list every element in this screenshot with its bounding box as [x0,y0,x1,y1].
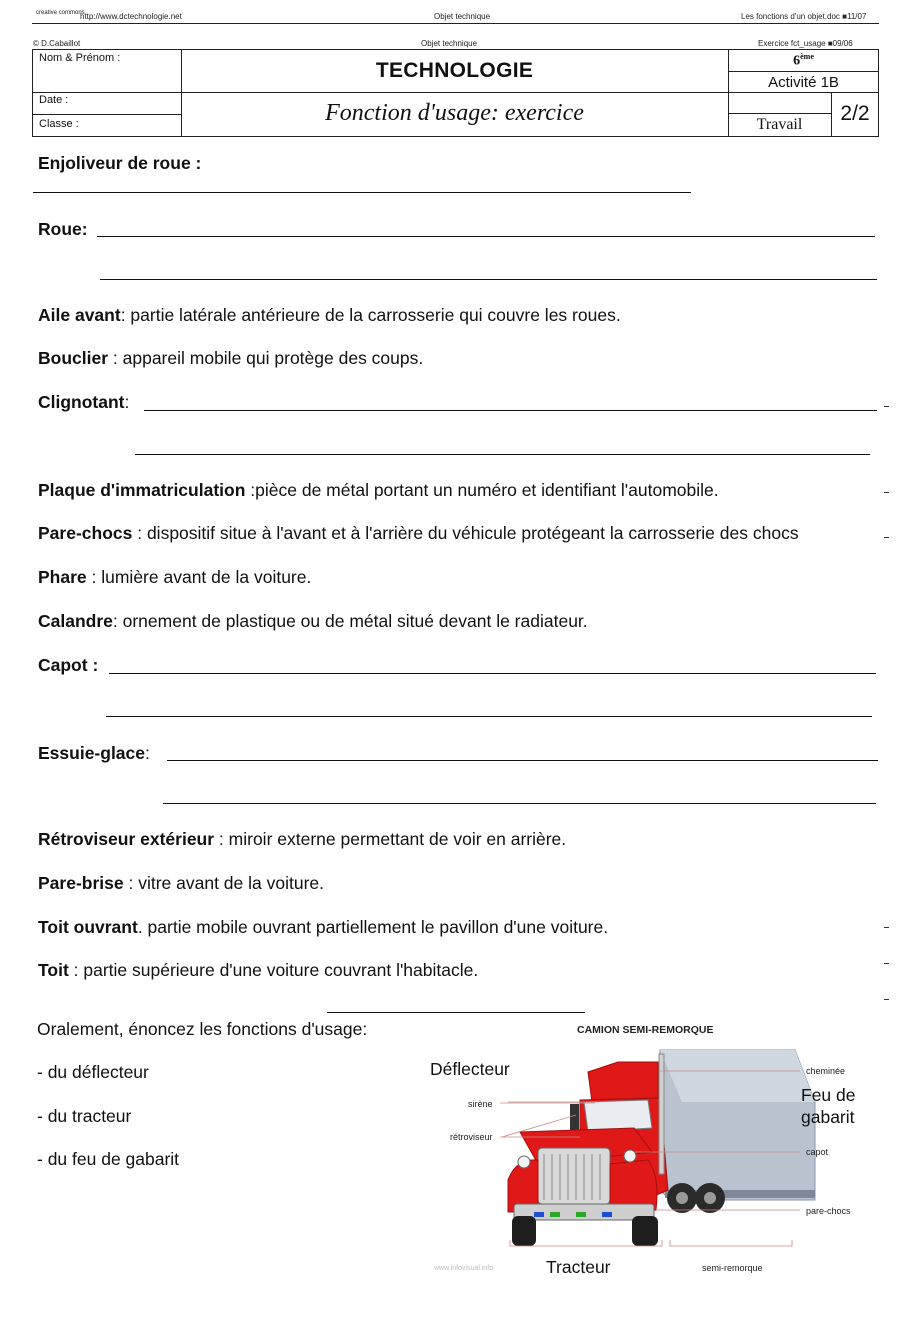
oral-question-tracteur: - du tracteur [37,1106,132,1126]
oral-question-feu: - du feu de gabarit [37,1149,180,1169]
topbar-rule [32,23,879,24]
answer-line[interactable] [163,803,876,804]
item-capot [38,655,98,676]
item-calandre [38,611,588,632]
item-sep: : [86,567,102,587]
class-label: Classe : [39,118,79,130]
label-gabarit: gabarit [801,1107,855,1127]
item-sep: : [112,611,123,631]
item-clignotant [38,392,129,413]
item-essuie-glace [38,743,150,764]
item-def: miroir externe permettant de voir en arrière. [228,829,567,849]
level-suffix: ème [800,52,814,61]
item-toit [38,960,478,981]
item-pare-brise [38,873,324,894]
item-pare-chocs [38,523,799,544]
item-term: Calandre [38,611,113,631]
item-bouclier [38,348,423,369]
label-cheminee: cheminée [806,1066,846,1076]
figure-watermark: www.infovisual.info [434,1265,494,1272]
answer-line[interactable] [109,673,876,674]
grille [538,1148,610,1204]
item-term: Phare [38,567,87,587]
item-sep: : [145,743,150,763]
item-term: Pare-chocs [38,523,133,543]
level [728,52,879,70]
item-def: partie supérieure d'une voiture couvrant l'habitacle. [83,960,479,980]
author: © D.Cabaillot [33,39,81,48]
item-term: Roue: [38,219,88,239]
margin-mark [884,999,889,1000]
oral-question-deflecteur: - du déflecteur [37,1062,149,1082]
topbar-center: Objet technique [434,12,491,21]
item-sep: : [108,348,123,368]
answer-line[interactable] [100,279,877,280]
exhaust-stack [659,1054,664,1174]
margin-mark [884,537,889,538]
header-table [32,49,879,137]
activity: Activité 1B [768,74,839,91]
margin-mark [884,963,889,964]
label-capot: capot [806,1147,829,1157]
answer-line[interactable] [167,760,878,761]
item-def: vitre avant de la voiture. [138,873,324,893]
item-def: partie mobile ouvrant partiellement le pavillon d'une voiture. [147,917,609,937]
item-def: pièce de métal portant un numéro et identifiant l'automobile. [255,480,719,500]
answer-line[interactable] [33,192,691,193]
margin-mark [884,406,889,407]
item-term: Aile avant [38,305,121,325]
deflector [588,1062,658,1102]
item-def: appareil mobile qui protège des coups. [122,348,424,368]
name-label: Nom & Prénom : [39,52,121,64]
answer-line[interactable] [144,410,877,411]
item-enjoliveur [38,153,201,174]
margin-mark [884,492,889,493]
answer-line[interactable] [135,454,870,455]
level-number: 6 [793,53,801,69]
label-feu-de: Feu de [801,1085,856,1105]
page-number: 2/2 [840,102,870,125]
item-term: Capot : [38,655,99,675]
item-term: Pare-brise [38,873,124,893]
label-semi-remorque: semi-remorque [702,1263,763,1273]
margin-mark [884,927,889,928]
item-retroviseur [38,829,566,850]
topbar-right: Les fonctions d'un objet.doc ■11/07 [741,12,867,21]
item-sep: . [137,917,148,937]
item-def: partie latérale antérieure de la carrosserie qui couvre les roues. [130,305,621,325]
item-term: Toit ouvrant [38,917,138,937]
item-sep: : [68,960,84,980]
item-sep: : [123,873,139,893]
item-def: ornement de plastique ou de métal situé devant le radiateur. [122,611,588,631]
label-deflecteur: Déflecteur [430,1059,510,1079]
topbar-right-2: Exercice fct_usage ■09/06 [758,39,853,48]
item-term: Toit [38,960,69,980]
item-phare [38,567,311,588]
item-roue [38,219,88,240]
date-label: Date : [39,94,69,106]
item-term: Rétroviseur extérieur [38,829,215,849]
answer-line[interactable] [97,236,875,237]
website-link[interactable]: http://www.dctechnologie.net [80,12,182,21]
item-def: dispositif situe à l'avant et à l'arrière du véhicule protégeant la carrosserie des chocs [146,523,799,543]
answer-line[interactable] [106,716,872,717]
item-term: Enjoliveur de roue : [38,153,202,173]
item-term: Clignotant [38,392,125,412]
item-def: lumière avant de la voiture. [101,567,312,587]
figure-title: CAMION SEMI-REMORQUE [577,1024,714,1036]
item-sep: : [132,523,147,543]
section-separator [327,1012,585,1013]
label-tracteur: Tracteur [546,1257,611,1277]
item-term: Bouclier [38,348,109,368]
label-pare-chocs: pare-chocs [806,1206,851,1216]
page-subtitle: Fonction d'usage: exercice [325,100,584,126]
item-sep: : [245,480,256,500]
item-term: Plaque d'immatriculation [38,480,246,500]
label-retroviseur: rétroviseur [450,1132,493,1142]
item-toit-ouvrant [38,917,608,938]
oral-prompt: Oralement, énoncez les fonctions d'usage: [37,1019,368,1039]
topbar-center-2: Objet technique [421,39,478,48]
label-sirene: sirène [468,1099,493,1109]
page-title: TECHNOLOGIE [375,59,534,82]
item-term: Essuie-glace [38,743,145,763]
item-sep: : [214,829,229,849]
item-aile-avant [38,305,621,326]
item-sep: : [124,392,130,412]
work-label: Travail [756,116,803,133]
item-sep: : [120,305,131,325]
cc-logo: creative commons [36,10,85,16]
item-plaque [38,480,719,501]
